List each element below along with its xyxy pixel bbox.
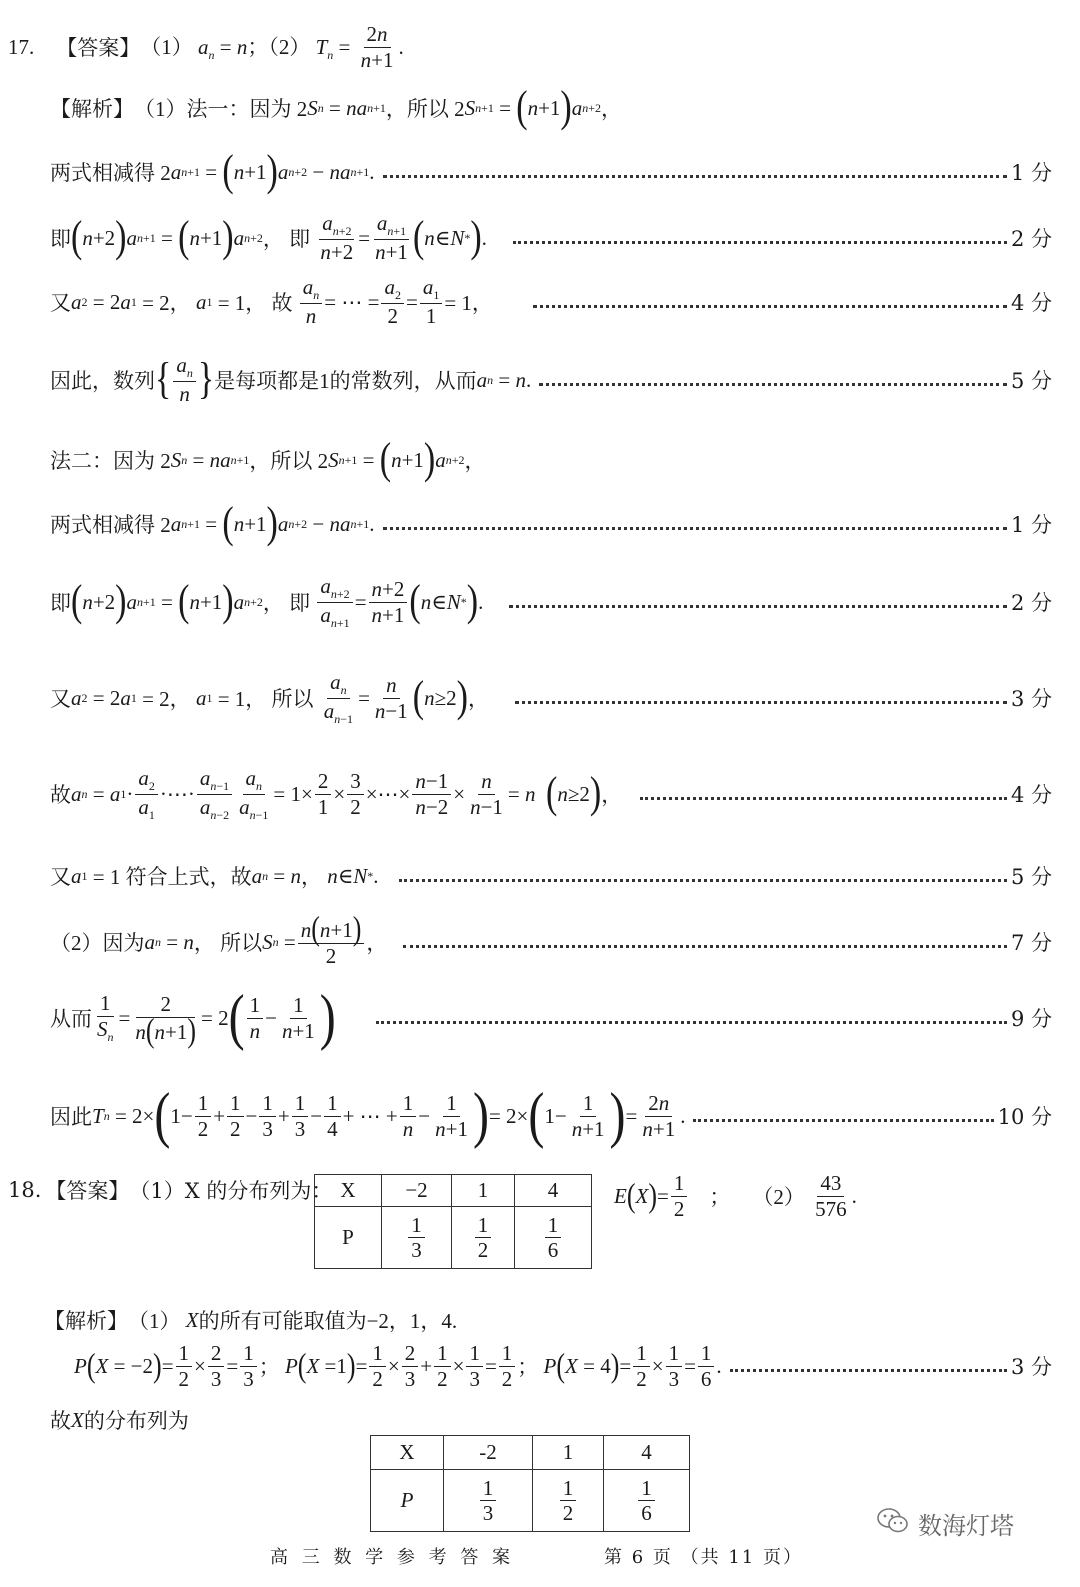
p17-m2-step3: 又 a 2 = 2 a 1 = 2， a 1 = 1， 所以 $a_n$ $a_{n-1}$ = n n−1 ( n ≥2 ) ， 3 分 — [50, 669, 1052, 726]
score: 5 分 — [1010, 865, 1052, 889]
p18-prob-line: P ( X = −2 ) = 1 2 × 2 3 = 1 3 ； P ( X =1 ) = 1 2 × 2 3 + 1 2 × 1 3 = 1 2 ； P ( X = 4 ) = 1 2 × 1 3 = 1 6 . 3 分 — [74, 1341, 1052, 1391]
dot-leader — [509, 605, 1007, 608]
answer-label: 【答案】 — [56, 36, 141, 60]
problem-number: 18. — [8, 1178, 42, 1202]
dot-leader — [693, 1119, 993, 1122]
table-header: 1 — [533, 1436, 604, 1470]
footer-left: 高 三 数 学 参 考 答 案 — [270, 1547, 515, 1568]
p17-m2-step1: 两式相减得 2 a n+1 = ( n +1 ) a n+2 − na n+1 . 1 分 — [50, 499, 1052, 548]
p17-answer-eq: 17. 【答案】 （1） $a_n = n$；（2） $T_n$ = $\frac{2n}{n+1}$ . — [8, 22, 404, 72]
dot-leader — [383, 527, 1007, 530]
footer-page-number: 第 6 页 （共 11 页） — [604, 1547, 803, 1568]
distribution-table-answer — [314, 1174, 592, 1269]
p17-m2-step5: 又 a 1 = 1 符合上式，故 a n = n ， n ∈ N * . 5 分 — [50, 856, 1052, 896]
p17-part2-step3: 因此 T n = 2× ( 1− 1 2 + 1 2 − 1 3 + 1 3 − 1 4 + ⋯ + 1 n − 1 n+1 ) = 2× ( 1− 1 n+1 ) = 2n n+1 . 10 分 — [50, 1080, 1052, 1150]
analysis-label: 【解析】 — [44, 1309, 128, 1333]
dot-leader — [533, 305, 1007, 308]
table-cell: $\frac{1}{2}$ — [452, 1207, 515, 1269]
p18-answer-line — [8, 1172, 332, 1208]
p17-m1-step1: 两式相减得 2 a n+1 = ( n +1 ) a n+2 − na n+1 . 1 分 — [50, 147, 1052, 196]
score: 2 分 — [1010, 227, 1052, 251]
table-cell: $\frac{1}{2}$ — [533, 1470, 604, 1532]
watermark-text: 数海灯塔 — [918, 1512, 1014, 1540]
dot-leader — [403, 945, 1007, 948]
answer-label: 【答案】 — [45, 1179, 130, 1203]
table-header: 1 — [452, 1175, 515, 1207]
p17-answer-line — [8, 24, 1052, 70]
score: 7 分 — [1010, 931, 1052, 955]
dot-leader — [539, 383, 1007, 386]
table-cell: $\frac{1}{3}$ — [444, 1470, 533, 1532]
table-header: 4 — [604, 1436, 690, 1470]
analysis-label: 【解析】 — [50, 97, 134, 121]
score: 3 分 — [1010, 687, 1052, 711]
distribution-table-analysis — [370, 1435, 690, 1532]
table-cell: $\frac{1}{6}$ — [604, 1470, 690, 1532]
score: 4 分 — [1010, 783, 1052, 807]
watermark — [876, 1506, 1014, 1541]
p17-part2-step1: （2）因为 a n = n ， 所以 S n = n(n+1) 2 ， 7 分 — [50, 909, 1052, 968]
p17-method1-intro: 【解析】 （1）法一：因为 2 S n = na n+1 ，所以 2 S n+1 = ( n +1 ) a n+2 ， — [50, 83, 623, 132]
table-header: X — [315, 1175, 382, 1207]
table-cell: $\frac{1}{3}$ — [382, 1207, 452, 1269]
dot-leader — [640, 797, 1007, 800]
score: 9 分 — [1010, 1007, 1052, 1031]
problem-number: 17. — [8, 34, 35, 59]
p17-method2-intro: 法二：因为 2 S n = na n+1 ，所以 2 S n+1 = ( n +1 ) a n+2 ， — [50, 435, 486, 484]
table-row-label: P — [371, 1470, 444, 1532]
p17-m1-step4: 因此，数列 { $a_n$ n } 是每项都是1的常数列，从而 a n = n . 5 分 — [50, 353, 1052, 407]
p17-m2-step2: 即 ( n +2 ) a n+1 = ( n +1 ) a n+2 ， 即 $a_{n+2}$ $a_{n+1}$ = n+2 n+1 ( n ∈ N * ) . 2 分 — [50, 573, 1052, 630]
table-cell: $\frac{1}{6}$ — [515, 1207, 592, 1269]
dot-leader — [399, 879, 1007, 882]
table-header: X — [371, 1436, 444, 1470]
table-header: −2 — [382, 1175, 452, 1207]
p17-part2-step2: 从而 1 $S_n$ = 2 n(n+1) = 2 ( 1 n − 1 n+1 ) 9 分 — [50, 982, 1052, 1052]
table-header: -2 — [444, 1436, 533, 1470]
p17-m1-step2: 即 ( n +2 ) a n+1 = ( n +1 ) a n+2 ， 即 $a_{n+2}$ n+2 = $a_{n+1}$ n+1 ( n ∈ N * ) . 2 分 — [50, 211, 1052, 265]
dot-leader — [513, 241, 1007, 244]
score: 1 分 — [1010, 513, 1052, 537]
dot-leader — [515, 701, 1007, 704]
score: 3 分 — [1010, 1355, 1052, 1379]
p18-expectation: E ( X ) = 1 2 ； （2） 43 576 . — [614, 1171, 857, 1221]
dot-leader — [730, 1369, 1007, 1372]
p18-dist-intro: 故 X 的分布列为 — [50, 1407, 189, 1433]
separator: ； — [709, 1185, 731, 1209]
p18-values-line: 【解析】 （1） X 的所有可能取值为−2，1，4. — [44, 1302, 1052, 1338]
table-row-label: P — [315, 1207, 382, 1269]
dot-leader — [383, 175, 1007, 178]
score: 10 分 — [997, 1105, 1052, 1129]
score: 4 分 — [1010, 291, 1052, 315]
score: 2 分 — [1010, 591, 1052, 615]
dot-leader — [376, 1021, 1007, 1024]
score: 5 分 — [1010, 369, 1052, 393]
score: 1 分 — [1010, 161, 1052, 185]
p17-m2-step4: 故 a n = a 1 · $a_2$ $a_1$ ·⋯· $a_{n-1}$ $a_{n-2}$ $a_n$ $a_{n-1}$ = 1× 2 1 × 3 2 ×⋯× n−1 n−2 × n n−1 = n ( n ≥2 ) ， 4 分 — [50, 765, 1052, 822]
answer-prefix: （1）X 的分布列为： — [129, 1179, 333, 1203]
wechat-icon — [876, 1507, 910, 1541]
p17-m1-step3: 又 a 2 = 2 a 1 = 2， a 1 = 1， 故 $a_n$ n = ⋯ = $a_2$ 2 = $a_1$ 1 = 1， 4 分 — [50, 275, 1052, 329]
table-header: 4 — [515, 1175, 592, 1207]
